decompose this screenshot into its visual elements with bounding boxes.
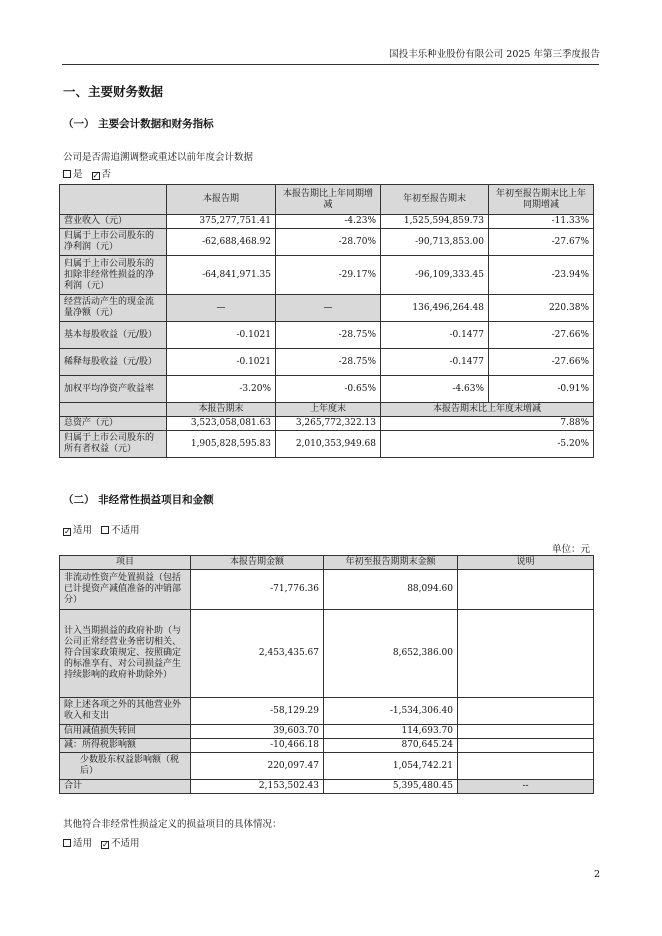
cell: -0.1021 (167, 322, 276, 349)
cell (458, 725, 594, 739)
applicable-checkbox-checked[interactable]: ✓ (64, 527, 71, 536)
table-row (60, 322, 594, 349)
header-cell: 本报告期 (167, 185, 276, 215)
header-cell: 说明 (458, 556, 594, 570)
subsection-title-1: （一） 主要会计数据和财务指标 (63, 118, 214, 130)
table-row (60, 229, 594, 256)
table-row (60, 739, 594, 753)
table-row (60, 753, 594, 780)
cell: 136,496,264.48 (381, 295, 489, 322)
cell: 39,603.70 (191, 725, 324, 739)
table-row (60, 725, 594, 739)
row-label: 归属于上市公司股东的扣除非经常性损益的净利润（元） (60, 256, 167, 295)
not-applicable-checkbox-checked[interactable]: ✓ (102, 840, 109, 849)
restatement-options (63, 166, 111, 180)
row-label: 非流动性资产处置损益（包括已计提资产减值准备的冲销部分） (60, 570, 191, 610)
row-label: 经营活动产生的现金流量净额（元） (60, 295, 167, 322)
cell: -0.91% (489, 376, 594, 403)
table-subheader-row (60, 403, 594, 417)
cell: 2,010,353,949.68 (276, 431, 381, 458)
applicable-label: 适用 (73, 838, 93, 849)
cell: 7.88% (381, 417, 594, 431)
cell: -71,776.36 (191, 570, 324, 610)
table-row (60, 570, 594, 610)
cell: -64,841,971.35 (167, 256, 276, 295)
header-cell: 本报告期末比上年度末增减 (381, 403, 594, 417)
row-label: 基本每股收益（元/股） (60, 322, 167, 349)
cell: 2,453,435.67 (191, 610, 324, 698)
cell (458, 698, 594, 725)
row-label: 计入当期损益的政府补助（与公司正常经营业务密切相关、符合国家政策规定、按照确定的标准享有、对公司损益产生持续影响的政府补助除外） (60, 610, 191, 698)
cell: 870,645.24 (324, 739, 458, 753)
cell: -5.20% (381, 431, 594, 458)
cell: -1,534,306.40 (324, 698, 458, 725)
header-cell: 上年度末 (276, 403, 381, 417)
cell: -0.1477 (381, 349, 489, 376)
cell: -28.70% (276, 229, 381, 256)
applicable-options (63, 522, 140, 536)
cell: 2,153,502.43 (191, 780, 324, 794)
cell (458, 753, 594, 780)
table-row (60, 376, 594, 403)
no-label: 否 (101, 169, 112, 180)
yes-checkbox[interactable] (63, 170, 71, 178)
table-row (60, 610, 594, 698)
cell (458, 570, 594, 610)
applicable-label: 适用 (73, 525, 93, 536)
header-cell: 项目 (60, 556, 191, 570)
row-label: 稀释每股收益（元/股） (60, 349, 167, 376)
header-cell: 本报告期金额 (191, 556, 324, 570)
cell: 1,905,828,595.83 (167, 431, 276, 458)
cell: -28.75% (276, 322, 381, 349)
applicable-checkbox[interactable] (63, 839, 71, 847)
header-cell (60, 403, 167, 417)
cell (458, 610, 594, 698)
cell: 3,523,058,081.63 (167, 417, 276, 431)
header-cell: 年初至报告期末 (381, 185, 489, 215)
cell: 114,693.70 (324, 725, 458, 739)
non-recurring-table (59, 555, 594, 794)
table-row (60, 431, 594, 458)
cell (458, 739, 594, 753)
cell: -4.63% (381, 376, 489, 403)
restatement-question: 公司是否需追溯调整或重述以前年度会计数据 (63, 152, 254, 163)
row-label: 营业收入（元） (60, 215, 167, 229)
no-checkbox-checked[interactable]: ✓ (92, 171, 100, 180)
cell: — (167, 295, 276, 322)
not-applicable-label: 不适用 (111, 525, 140, 536)
cell: -0.65% (276, 376, 381, 403)
header-cell (60, 185, 167, 215)
row-label: 信用减值损失转回 (60, 725, 191, 739)
cell: -96,109,333.45 (381, 256, 489, 295)
table-row (60, 215, 594, 229)
cell: 220,097.47 (191, 753, 324, 780)
cell: 220.38% (489, 295, 594, 322)
table-row (60, 698, 594, 725)
cell: -23.94% (489, 256, 594, 295)
table-row (60, 349, 594, 376)
cell: -27.66% (489, 349, 594, 376)
header-cell: 年初至报告期末比上年同期增减 (489, 185, 594, 215)
yes-label: 是 (73, 169, 83, 180)
header-cell: 本报告期比上年同期增减 (276, 185, 381, 215)
row-label: 加权平均净资产收益率 (60, 376, 167, 403)
cell: — (276, 295, 381, 322)
cell: -90,713,853.00 (381, 229, 489, 256)
row-label: 合计 (60, 780, 191, 794)
header-cell: 年初至报告期期末金额 (324, 556, 458, 570)
cell: -0.1477 (381, 322, 489, 349)
cell: 88,094.60 (324, 570, 458, 610)
cell: -28.75% (276, 349, 381, 376)
cell: -3.20% (167, 376, 276, 403)
header-cell: 本报告期末 (167, 403, 276, 417)
unit-label: 单位：元 (551, 544, 590, 555)
page-number: 2 (593, 869, 600, 880)
key-financial-table (59, 184, 594, 458)
cell: -11.33% (489, 215, 594, 229)
row-label: 归属于上市公司股东的净利润（元） (60, 229, 167, 256)
row-label: 少数股东权益影响额（税后） (60, 753, 191, 780)
cell: -4.23% (276, 215, 381, 229)
other-items-text: 其他符合非经常性损益定义的损益项目的具体情况： (63, 819, 282, 830)
section-title: 一、主要财务数据 (63, 84, 164, 99)
subsection-title-2: （二） 非经常性损益项目和金额 (63, 494, 214, 506)
cell: -29.17% (276, 256, 381, 295)
cell: -27.66% (489, 322, 594, 349)
cell: 3,265,772,322.13 (276, 417, 381, 431)
cell: 1,525,594,859.73 (381, 215, 489, 229)
cell: -58,129.29 (191, 698, 324, 725)
cell: 1,054,742.21 (324, 753, 458, 780)
cell: 5,395,480.45 (324, 780, 458, 794)
cell: -62,688,468.92 (167, 229, 276, 256)
not-applicable-label: 不适用 (111, 838, 140, 849)
header-divider (62, 64, 599, 65)
table-header-row (60, 556, 594, 570)
row-label: 归属于上市公司股东的所有者权益（元） (60, 431, 167, 458)
table-row (60, 417, 594, 431)
cell: -0.1021 (167, 349, 276, 376)
not-applicable-checkbox[interactable] (101, 526, 109, 534)
other-items-options (63, 835, 140, 849)
row-label: 总资产（元） (60, 417, 167, 431)
cell: 375,277,751.41 (167, 215, 276, 229)
table-total-row (60, 780, 594, 794)
cell: 8,652,386.00 (324, 610, 458, 698)
cell: -10,466.18 (191, 739, 324, 753)
row-label: 除上述各项之外的其他营业外收入和支出 (60, 698, 191, 725)
cell: -27.67% (489, 229, 594, 256)
table-row (60, 295, 594, 322)
row-label: 减：所得税影响额 (60, 739, 191, 753)
cell: -- (458, 780, 594, 794)
table-header-row (60, 185, 594, 215)
table-row (60, 256, 594, 295)
page-header: 国投丰乐种业股份有限公司 2025 年第三季度报告 (389, 49, 600, 60)
